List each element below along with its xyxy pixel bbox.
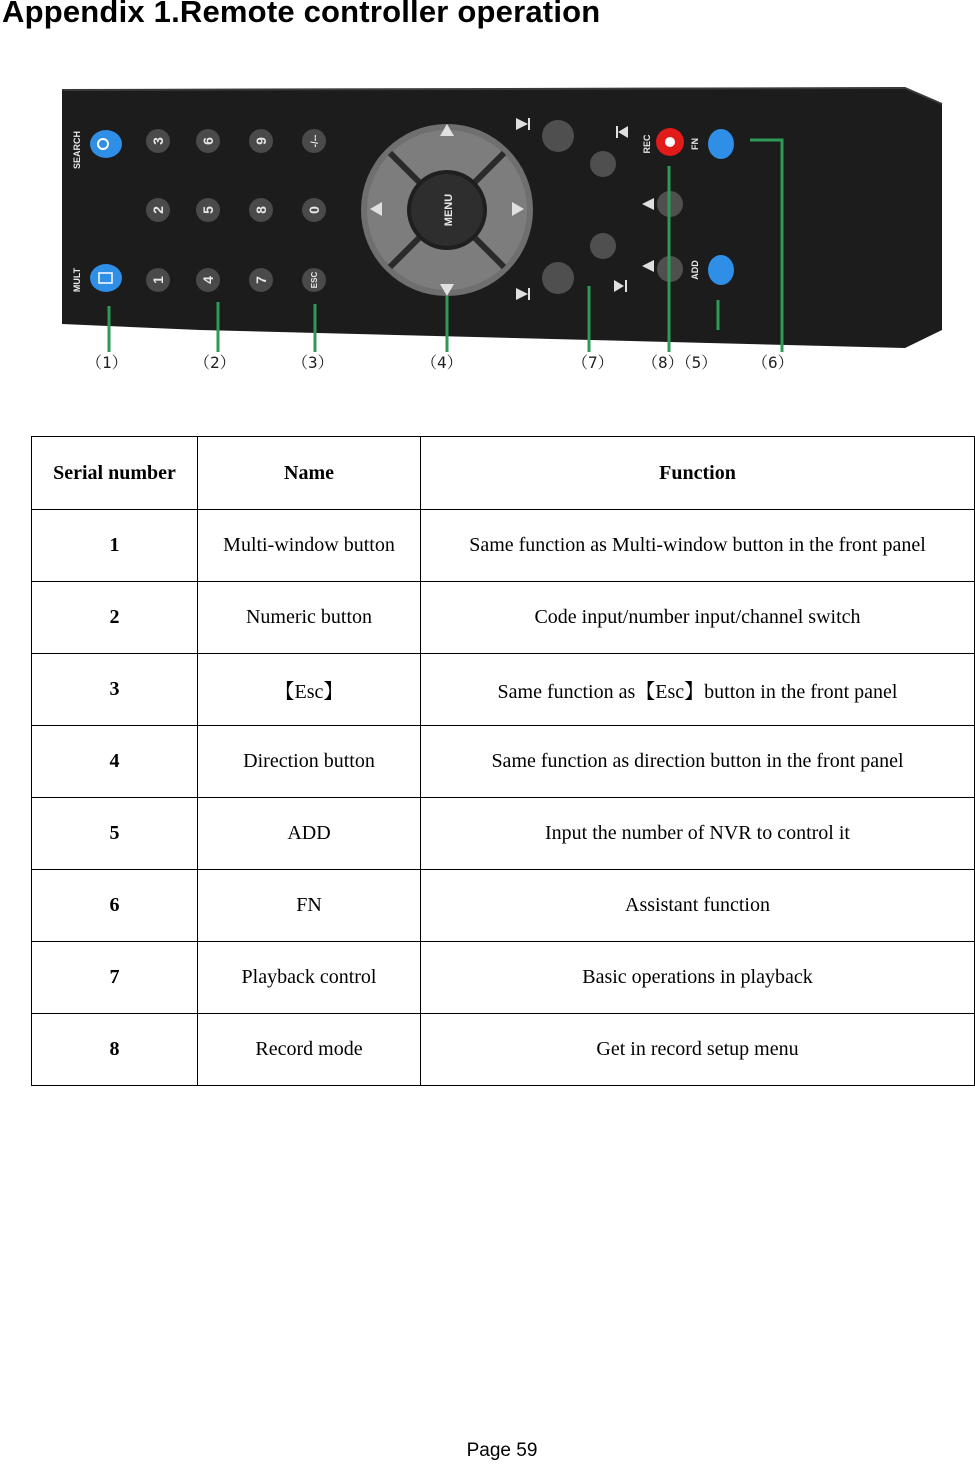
row-name: Record mode [198, 1014, 421, 1086]
key-5: 5 [200, 206, 216, 214]
key-6: 6 [200, 137, 216, 145]
row-name: Direction button [198, 726, 421, 798]
row-function: Code input/number input/channel switch [421, 582, 975, 654]
add-label: ADD [690, 260, 700, 280]
search-key [90, 130, 122, 158]
fn-key [708, 129, 734, 159]
key-2: 2 [150, 206, 166, 214]
callout-2: （2） [194, 353, 236, 372]
key-9: 9 [253, 137, 269, 145]
row-function: Input the number of NVR to control it [421, 798, 975, 870]
row-number: 6 [32, 870, 198, 942]
rec-label: REC [642, 134, 652, 154]
row-number: 8 [32, 1014, 198, 1086]
row-number: 3 [32, 654, 198, 726]
row-function: Same function as direction button in the front panel [421, 726, 975, 798]
callout-8-5: （8）（5） [642, 353, 718, 372]
remote-controller-image [0, 84, 975, 384]
header-serial: Serial number [32, 437, 198, 510]
page-number: Page 59 [466, 1440, 538, 1461]
row-function: Get in record setup menu [421, 1014, 975, 1086]
fn-label: FN [690, 138, 700, 150]
table-row [32, 582, 975, 654]
row-number: 4 [32, 726, 198, 798]
key-3: 3 [150, 137, 166, 145]
callout-3: （3） [292, 353, 334, 372]
callout-1: （1） [86, 353, 128, 372]
key-8: 8 [253, 206, 269, 214]
table-row [32, 654, 975, 726]
table-header-row [32, 437, 975, 510]
table-row [32, 510, 975, 582]
row-name: 【Esc】 [198, 654, 421, 726]
header-name: Name [198, 437, 421, 510]
key-1: 1 [150, 276, 166, 284]
menu-label: MENU [443, 193, 455, 227]
table-row [32, 942, 975, 1014]
row-name: Multi-window button [198, 510, 421, 582]
add-key [708, 255, 734, 285]
row-name: Numeric button [198, 582, 421, 654]
row-function: Basic operations in playback [421, 942, 975, 1014]
button-function-table [31, 436, 975, 1086]
row-number: 2 [32, 582, 198, 654]
multi-window-key [90, 264, 122, 292]
row-function: Same function as【Esc】button in the front panel [421, 654, 975, 726]
row-function: Assistant function [421, 870, 975, 942]
key-7: 7 [253, 276, 269, 284]
callout-4: （4） [421, 353, 463, 372]
search-side-label: SEARCH [72, 130, 82, 170]
callout-7: （7） [572, 353, 614, 372]
key-dash: -/-- [310, 134, 321, 148]
table-row [32, 726, 975, 798]
row-number: 7 [32, 942, 198, 1014]
row-name: Playback control [198, 942, 421, 1014]
mult-side-label: MULT [72, 267, 82, 293]
row-number: 1 [32, 510, 198, 582]
key-esc: ESC [310, 271, 319, 289]
table-row [32, 870, 975, 942]
direction-pad [361, 124, 533, 296]
row-name: FN [198, 870, 421, 942]
page-heading: Appendix 1.Remote controller operation [2, 0, 601, 29]
key-4: 4 [200, 276, 216, 284]
row-number: 5 [32, 798, 198, 870]
row-function: Same function as Multi-window button in the front panel [421, 510, 975, 582]
header-function: Function [421, 437, 975, 510]
row-name: ADD [198, 798, 421, 870]
table-row [32, 798, 975, 870]
key-0: 0 [306, 206, 322, 214]
callout-6: （6） [752, 353, 794, 372]
table-row [32, 1014, 975, 1086]
